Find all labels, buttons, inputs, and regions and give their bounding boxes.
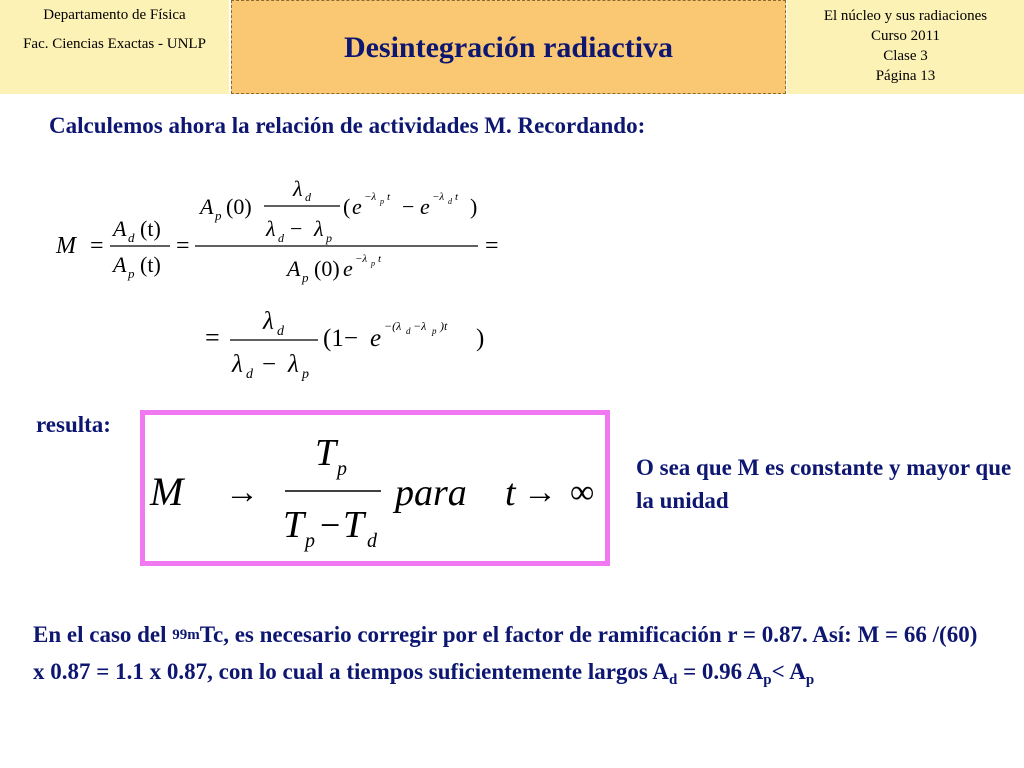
eq2-exp-mid: −λ (413, 319, 427, 333)
eq1-e1-exp-sub: p (380, 197, 384, 206)
limit-equation (145, 415, 605, 561)
eq1-equals-1: = (90, 233, 104, 259)
eq2-lambda-p: λ (288, 351, 299, 378)
box-Tp: T (283, 504, 305, 546)
eq1-e2-exp-sub: d (448, 197, 452, 206)
eq1-den-exp: −λ (355, 253, 368, 265)
eq1-lambda-d-top-sub: d (305, 190, 311, 204)
intro-text: Calculemos ahora la relación de actividades M. Recordando: (49, 113, 646, 138)
final-isotope-sup: 99m (172, 627, 200, 643)
eq1-t-den: (t) (140, 252, 161, 277)
box-arrow-1: → (225, 474, 259, 511)
eq2-minus: − (262, 351, 277, 378)
eq1-den-exp-t: t (378, 253, 382, 265)
eq2-lambda-d-sub: d (246, 367, 253, 382)
final-sub-p1: p (763, 672, 772, 688)
department-label: Departamento de Física (43, 7, 186, 23)
eq1-e1-exp-t: t (387, 191, 391, 203)
eq1-den-e: e (343, 256, 353, 281)
eq2-equals: = (205, 323, 220, 352)
final-part1: En el caso del (33, 622, 173, 647)
result-equation-box (140, 410, 610, 566)
eq1-e2-exp-t: t (455, 191, 459, 203)
box-Td-sub: d (367, 530, 377, 552)
eq1-Ap0-A: A (200, 194, 214, 219)
eq2-lambda-p-sub: p (302, 367, 309, 382)
faculty-label: Fac. Ciencias Exactas - UNLP (23, 36, 206, 52)
final-part4: < A (771, 659, 806, 684)
course-year: Curso 2011 (870, 28, 941, 44)
eq1-close-paren: ) (470, 194, 478, 219)
box-Tp-top: T (315, 432, 337, 474)
eq1-minus-lambda: − (290, 216, 303, 241)
eq1-den-0: (0) (314, 256, 340, 281)
eq2-exp: −(λ (384, 319, 402, 333)
eq1-lambda-d-top: λ (293, 176, 303, 201)
resulta-label: resulta: (36, 412, 111, 437)
final-sub-p2: p (805, 672, 815, 688)
box-Td: T (343, 504, 365, 546)
eq1-e1-exp: −λ (364, 191, 377, 203)
final-part2: Tc, es necesario corregir por el factor de ramificación r = 0.87. Así: M = 66 /(60) x 0.87 = 1.1 x 0.87, con lo cual a tiempos suficientemente largos A (33, 622, 978, 684)
eq1-e2-exp: −λ (432, 191, 445, 203)
eq1-Ad: A (113, 216, 127, 241)
box-para: para (395, 472, 467, 514)
final-sub-d: d (668, 672, 678, 688)
page-number: Página 13 (875, 68, 936, 84)
eq1-open-paren: ( (343, 194, 351, 219)
eq1-den-A: A (287, 256, 301, 281)
eq2-one-minus: (1− (323, 325, 358, 352)
course-topic: El núcleo y sus radiaciones (823, 8, 988, 24)
final-paragraph (33, 618, 993, 692)
box-t: t (505, 472, 516, 514)
eq2-exp-p: p (432, 326, 437, 336)
box-infinity: ∞ (570, 474, 595, 511)
eq1-Ap: A (113, 252, 127, 277)
box-M: M (150, 469, 184, 514)
eq1-den-exp-sub: p (371, 259, 375, 268)
box-arrow-2: → (523, 474, 557, 511)
eq2-lambda-d: λ (232, 351, 243, 378)
eq1-lambda-d-sub: d (278, 231, 284, 245)
eq1-M: M (56, 233, 76, 259)
eq1-Ap0-p: p (215, 208, 222, 223)
eq1-den-p: p (302, 270, 309, 285)
eq2-close: ) (476, 325, 485, 352)
eq1-d-sub: d (128, 230, 135, 245)
eq1-e1: e (352, 194, 362, 219)
eq1-Ap0-0: (0) (226, 194, 252, 219)
eq1-lambda-p: λ (314, 216, 324, 241)
eq2-lambda-top-sub: d (277, 324, 284, 339)
eq2-exp-end: )t (440, 319, 448, 333)
eq2-exp-d: d (406, 326, 411, 336)
eq1-lambda-p-sub: p (326, 231, 332, 245)
slide-title: Desintegración radiactiva (343, 31, 674, 64)
class-number: Clase 3 (883, 48, 928, 64)
eq1-e2: e (420, 194, 430, 219)
conclusion-text: O sea que M es constante y mayor que la unidad (636, 455, 1012, 513)
eq1-p-sub: p (128, 266, 135, 281)
box-Tp-sub: p (305, 530, 315, 552)
eq2-lambda-top: λ (263, 308, 274, 335)
eq1-equals-2: = (176, 233, 190, 259)
eq2-e: e (370, 325, 382, 352)
eq1-equals-3: = (485, 233, 499, 259)
eq1-lambda-d: λ (266, 216, 276, 241)
eq1-minus-e: − (402, 194, 415, 219)
eq1-t-num: (t) (140, 216, 161, 241)
final-part3: = 0.96 A (677, 659, 764, 684)
box-minus: − (320, 505, 341, 545)
box-Tp-top-sub: p (337, 458, 347, 480)
